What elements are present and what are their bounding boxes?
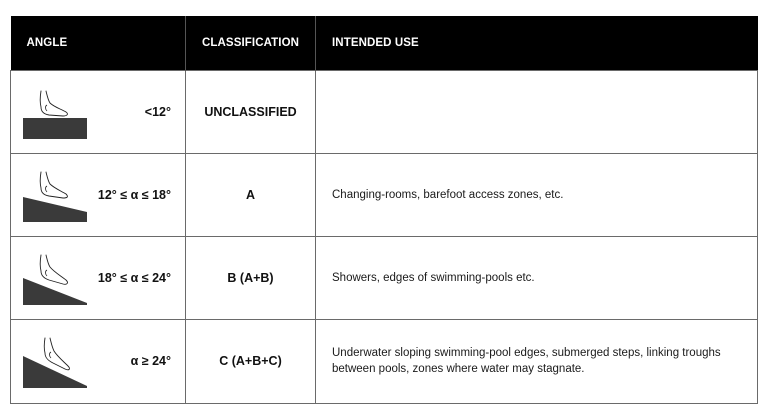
slight-slope-foot-icon <box>23 170 87 222</box>
angle-value: 12° ≤ α ≤ 18° <box>97 187 171 202</box>
angle-value: 18° ≤ α ≤ 24° <box>97 270 171 285</box>
angle-value: α ≥ 24° <box>130 354 171 368</box>
classification-value: C (A+B+C) <box>186 319 316 403</box>
medium-slope-foot-icon <box>23 253 87 305</box>
intended-use-value: Changing-rooms, barefoot access zones, etc. <box>316 153 758 236</box>
header-intended-use: INTENDED USE <box>332 36 419 49</box>
table-row <box>11 70 758 153</box>
angle-cell <box>11 153 186 236</box>
classification-value: B (A+B) <box>186 236 316 319</box>
slip-resistance-table <box>10 16 757 404</box>
angle-value: <12° <box>144 104 171 119</box>
table-row <box>11 236 758 319</box>
classification-table <box>10 16 758 404</box>
intended-use-value: Underwater sloping swimming-pool edges, submerged steps, linking troughs between pools, zones where water may stagnate. <box>316 319 758 403</box>
steep-slope-foot-icon <box>23 336 87 388</box>
table-header <box>11 16 758 70</box>
intended-use-value: Showers, edges of swimming-pools etc. <box>316 236 758 319</box>
classification-value: UNCLASSIFIED <box>186 70 316 153</box>
angle-cell <box>11 236 186 319</box>
header-row <box>11 16 758 70</box>
classification-value: A <box>186 153 316 236</box>
table-body <box>11 70 758 403</box>
table-row <box>11 153 758 236</box>
flat-surface-foot-icon <box>23 87 87 139</box>
angle-cell <box>11 70 186 153</box>
angle-cell <box>11 319 186 403</box>
header-classification: CLASSIFICATION <box>186 16 316 70</box>
table-row <box>11 319 758 403</box>
intended-use-value <box>316 70 758 153</box>
header-angle: ANGLE <box>11 16 186 70</box>
